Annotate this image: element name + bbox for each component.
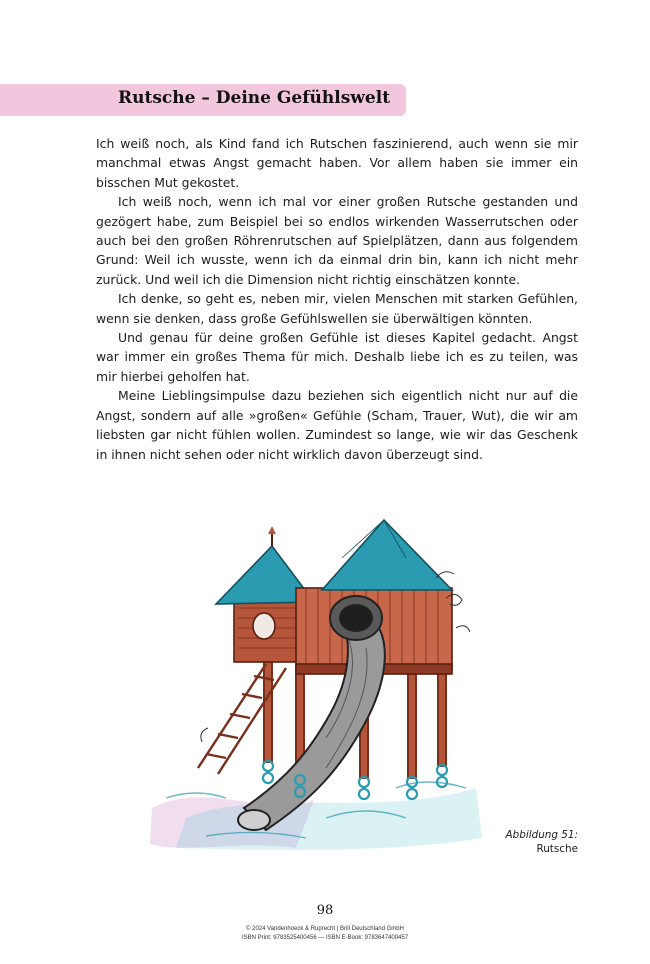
- imprint: [0, 925, 650, 943]
- paragraph-5: Meine Lieblingsimpulse dazu beziehen sich eigentlich nicht nur auf die Angst, sondern auf alle »großen« Gefühle (Scham, Trauer, Wut), die wir am liebsten gar nicht fühlen wollen. Zumindest so lange, wie wir das Geschenk in ihnen nicht sehen oder nicht wirklich davon überzeugt sind.: [96, 388, 578, 462]
- caption-label: Abbildung 51:: [505, 829, 578, 841]
- paragraph-3: Ich denke, so geht es, neben mir, vielen Menschen mit starken Gefühlen, wenn sie denken, dass große Gefühlswellen sie überwältigen könnten.: [96, 291, 578, 326]
- slide-illustration: [146, 518, 492, 860]
- right-roof: [322, 520, 452, 590]
- left-tower: [234, 600, 300, 662]
- caption-title: Rutsche: [536, 843, 578, 855]
- paragraph-4: Und genau für deine großen Gefühle ist dieses Kapitel gedacht. Angst war immer ein großes Thema für mich. Deshalb liebe ich es zu teilen, was mir hierbei geholfen hat.: [96, 330, 578, 384]
- body-text: [96, 134, 578, 464]
- chapter-title: Rutsche – Deine Gefühlswelt: [118, 88, 391, 108]
- paragraph-1: Ich weiß noch, als Kind fand ich Rutschen faszinierend, auch wenn sie mir manchmal etwas Angst gemacht haben. Vor allem haben sie immer ein bisschen Mut gekostet.: [96, 136, 578, 190]
- imprint-isbn: ISBN Print: 9783525400456 — ISBN E-Book: 9783647400457: [241, 935, 409, 941]
- page-number: 98: [316, 903, 334, 918]
- playground-slide-drawing: [146, 518, 492, 860]
- imprint-copyright: © 2024 Vandenhoeck & Ruprecht | Brill Deutschland GmbH: [246, 926, 404, 932]
- figure-caption: [506, 828, 578, 856]
- paragraph-2: Ich weiß noch, wenn ich mal vor einer großen Rutsche gestanden und gezögert habe, zum Beispiel bei so endlos wirkenden Wasserrutschen oder auch bei den großen Röhrenrutschen auf Spielplätzen, dann aus folgendem Grund: Weil ich wusste, wenn ich da einmal drin bin, kann ich nicht mehr zurück. Und weil ich die Dimension nicht richtig einschätzen konnte.: [96, 194, 578, 287]
